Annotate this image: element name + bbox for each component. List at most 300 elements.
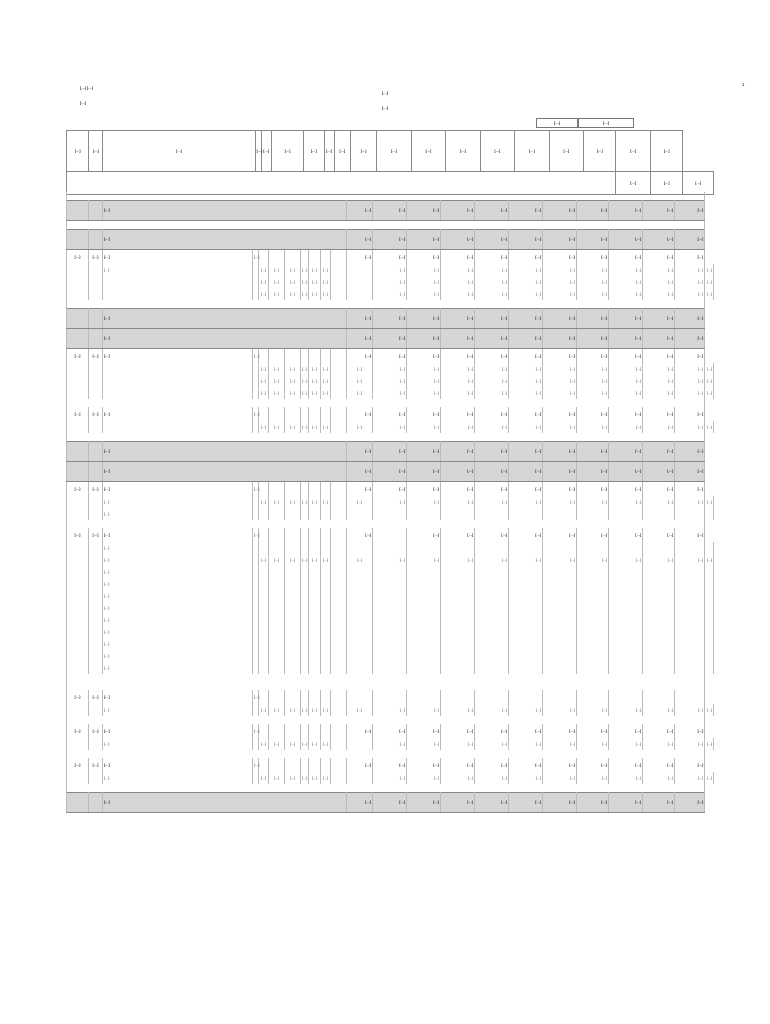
code-cell (285, 690, 301, 704)
total-row (67, 309, 714, 329)
code-cell (321, 650, 331, 662)
amount-cell: […] (643, 482, 675, 497)
code-cell: […] (269, 288, 285, 300)
code-cell (331, 288, 347, 300)
amount-cell: […] (475, 738, 509, 750)
amount-cell (705, 614, 714, 626)
amount-cell: […] (609, 758, 643, 772)
amount-cell: […] (543, 496, 577, 508)
detail-row (67, 662, 714, 674)
amount-cell: […] (373, 758, 407, 772)
amount-cell: […] (577, 363, 609, 375)
amount-cell: […] (609, 793, 643, 813)
code-cell: […] (301, 363, 309, 375)
column-header: […] (67, 131, 89, 172)
amount-cell: […] (675, 329, 705, 349)
detail-row (67, 650, 714, 662)
code-cell: […] (301, 704, 309, 716)
code-cell (331, 590, 347, 602)
amount-cell: […] (509, 738, 543, 750)
code-cell (259, 590, 269, 602)
amount-cell: […] (675, 772, 705, 784)
amount-cell: […] (347, 349, 373, 364)
code-cell: […] (321, 276, 331, 288)
code-cell: […] (321, 288, 331, 300)
amount-cell (543, 602, 577, 614)
header-center-line: […] (382, 91, 388, 95)
amount-cell: […] (643, 772, 675, 784)
func-cell (89, 309, 103, 329)
ptres-cell (67, 614, 89, 626)
code-cell (321, 758, 331, 772)
amount-cell: […] (373, 421, 407, 433)
spacer-row (67, 520, 714, 528)
amount-cell (509, 542, 543, 554)
amount-cell: […] (675, 793, 705, 813)
ptres-cell (67, 201, 89, 221)
code-cell (285, 578, 301, 590)
amount-cell (475, 578, 509, 590)
amount-cell: […] (373, 375, 407, 387)
ptres-cell (67, 793, 89, 813)
amount-cell (577, 578, 609, 590)
code-cell: […] (301, 421, 309, 433)
amount-cell (407, 566, 441, 578)
code-cell (285, 758, 301, 772)
code-cell (331, 264, 347, 276)
amount-cell (675, 690, 705, 704)
code-cell (331, 650, 347, 662)
amount-cell: […] (643, 554, 675, 566)
amount-cell: […] (643, 704, 675, 716)
amount-cell (475, 508, 509, 520)
amount-cell (347, 690, 373, 704)
amount-cell: […] (475, 264, 509, 276)
amount-cell: […] (643, 793, 675, 813)
amount-cell (543, 590, 577, 602)
esf-code: […] (253, 528, 259, 542)
amount-cell (373, 542, 407, 554)
amount-cell: […] (675, 496, 705, 508)
amount-cell: […] (643, 329, 675, 349)
ptres-cell (67, 421, 89, 433)
spacer-cell (67, 300, 705, 309)
amount-cell: […] (705, 496, 714, 508)
amount-cell (705, 508, 714, 520)
amount-cell: […] (441, 442, 475, 462)
code-cell (309, 407, 321, 421)
amount-cell: […] (609, 201, 643, 221)
amount-cell: […] (643, 375, 675, 387)
amount-cell: […] (373, 772, 407, 784)
amount-cell: […] (509, 772, 543, 784)
code-cell (269, 638, 285, 650)
code-cell: […] (259, 496, 269, 508)
code-cell: […] (259, 264, 269, 276)
amount-cell (373, 590, 407, 602)
amount-cell: […] (373, 482, 407, 497)
amount-cell: […] (609, 482, 643, 497)
code-cell: […] (301, 264, 309, 276)
item-description: […] (103, 542, 253, 554)
amount-cell: […] (543, 201, 577, 221)
amount-cell (675, 508, 705, 520)
amount-cell (643, 590, 675, 602)
code-cell (309, 650, 321, 662)
code-cell (259, 542, 269, 554)
amount-cell (441, 650, 475, 662)
amount-cell (643, 638, 675, 650)
column-header: […] (515, 131, 549, 172)
amount-cell: […] (407, 554, 441, 566)
amount-cell: […] (441, 288, 475, 300)
code-cell: […] (309, 496, 321, 508)
code-cell (301, 662, 309, 674)
amount-cell (705, 662, 714, 674)
amount-cell: […] (373, 724, 407, 738)
code-cell (301, 528, 309, 542)
amount-cell: […] (509, 793, 543, 813)
code-cell: […] (301, 276, 309, 288)
amount-cell: […] (407, 407, 441, 421)
amount-cell: […] (643, 407, 675, 421)
amount-cell: […] (373, 462, 407, 482)
spacer-cell (67, 784, 705, 793)
code-cell (269, 542, 285, 554)
program-description: […] (103, 758, 253, 772)
amount-cell: […] (475, 554, 509, 566)
code-cell (331, 387, 347, 399)
amount-cell: […] (347, 407, 373, 421)
amount-cell: […] (407, 421, 441, 433)
detail-row (67, 288, 714, 300)
code-cell: […] (309, 704, 321, 716)
amount-cell: […] (441, 276, 475, 288)
code-cell (347, 276, 373, 288)
amount-cell: […] (509, 554, 543, 566)
amount-cell (509, 638, 543, 650)
code-cell: […] (321, 421, 331, 433)
amount-cell: […] (373, 387, 407, 399)
amount-cell: […] (577, 482, 609, 497)
amount-cell (407, 614, 441, 626)
code-cell: […] (285, 375, 301, 387)
detail-row (67, 590, 714, 602)
amount-cell (643, 626, 675, 638)
func-cell (89, 542, 103, 554)
func-code: […] (89, 250, 103, 265)
total-row (67, 201, 714, 221)
total-row (67, 442, 714, 462)
amount-cell (675, 638, 705, 650)
amount-cell (475, 614, 509, 626)
amount-cell: […] (347, 230, 373, 250)
item-description: […] (103, 602, 253, 614)
code-cell: […] (285, 276, 301, 288)
code-cell: […] (347, 387, 373, 399)
code-cell: […] (285, 772, 301, 784)
amount-cell: […] (347, 724, 373, 738)
code-cell: […] (309, 738, 321, 750)
code-cell (301, 482, 309, 497)
code-cell (285, 542, 301, 554)
code-cell (259, 662, 269, 674)
amount-cell: […] (577, 793, 609, 813)
ptres-cell (67, 738, 89, 750)
amount-cell (705, 542, 714, 554)
amount-cell: […] (675, 230, 705, 250)
code-cell (331, 554, 347, 566)
code-cell (347, 508, 373, 520)
amount-cell: […] (543, 407, 577, 421)
amount-cell (675, 578, 705, 590)
ptres-cell (67, 772, 89, 784)
report-header-left (80, 76, 93, 111)
code-cell (321, 638, 331, 650)
func-cell (89, 363, 103, 375)
amount-cell: […] (675, 349, 705, 364)
amount-cell: […] (441, 363, 475, 375)
amount-cell (509, 626, 543, 638)
ptres-code: […] (67, 349, 89, 364)
amount-cell: […] (407, 387, 441, 399)
func-cell (89, 387, 103, 399)
code-cell: […] (347, 375, 373, 387)
code-cell (321, 482, 331, 497)
amount-cell: […] (543, 288, 577, 300)
amount-cell (609, 590, 643, 602)
program-description: […] (103, 482, 253, 497)
code-cell (301, 724, 309, 738)
amount-cell: […] (643, 724, 675, 738)
page-number: 1 (742, 82, 745, 87)
amount-cell: […] (609, 528, 643, 542)
code-cell (331, 704, 347, 716)
code-cell: […] (269, 363, 285, 375)
func-code: […] (89, 349, 103, 364)
amount-cell: […] (675, 442, 705, 462)
amount-cell: […] (347, 793, 373, 813)
amount-cell: […] (407, 329, 441, 349)
amount-cell (705, 638, 714, 650)
amount-cell: […] (475, 349, 509, 364)
amount-cell: […] (675, 482, 705, 497)
func-cell (89, 704, 103, 716)
column-header: […] (304, 131, 324, 172)
code-cell (347, 662, 373, 674)
amount-cell: […] (441, 309, 475, 329)
code-cell (331, 421, 347, 433)
amount-cell (407, 542, 441, 554)
amount-cell: […] (475, 496, 509, 508)
code-cell: […] (259, 738, 269, 750)
ptres-cell (67, 566, 89, 578)
spacer-row (67, 716, 714, 724)
subheader-date: […] (683, 172, 714, 195)
amount-cell: […] (441, 230, 475, 250)
code-cell (259, 650, 269, 662)
column-header: […] (650, 131, 682, 172)
amount-cell (577, 542, 609, 554)
amount-cell: […] (577, 276, 609, 288)
amount-cell: […] (373, 793, 407, 813)
code-cell (321, 250, 331, 265)
amount-cell: […] (407, 772, 441, 784)
amount-cell: […] (609, 407, 643, 421)
amount-cell (577, 590, 609, 602)
amount-cell: […] (407, 375, 441, 387)
amount-cell (509, 602, 543, 614)
code-cell (331, 578, 347, 590)
amount-cell: […] (347, 758, 373, 772)
amount-cell: […] (609, 349, 643, 364)
code-cell: […] (259, 288, 269, 300)
func-code: […] (89, 724, 103, 738)
amount-cell (643, 602, 675, 614)
func-code: […] (89, 407, 103, 421)
amount-cell: […] (577, 250, 609, 265)
func-cell (89, 793, 103, 813)
amount-cell: […] (475, 250, 509, 265)
amount-cell: […] (609, 496, 643, 508)
amount-cell: […] (407, 758, 441, 772)
func-cell (89, 462, 103, 482)
amount-cell: […] (643, 387, 675, 399)
amount-cell: […] (347, 201, 373, 221)
amount-cell (509, 662, 543, 674)
code-cell (285, 528, 301, 542)
amount-cell: […] (475, 462, 509, 482)
amount-cell: […] (441, 387, 475, 399)
code-cell: […] (309, 421, 321, 433)
amount-cell: […] (373, 288, 407, 300)
amount-cell: […] (441, 496, 475, 508)
code-cell (301, 250, 309, 265)
code-cell: […] (309, 288, 321, 300)
func-cell (89, 329, 103, 349)
amount-cell: […] (441, 738, 475, 750)
amount-cell: […] (509, 496, 543, 508)
ptres-cell (67, 462, 89, 482)
amount-cell: […] (609, 554, 643, 566)
detail-row (67, 363, 714, 375)
amount-cell (675, 650, 705, 662)
amount-cell: […] (509, 375, 543, 387)
amount-cell: […] (407, 704, 441, 716)
amount-cell: […] (577, 375, 609, 387)
code-cell (331, 528, 347, 542)
amount-cell (475, 650, 509, 662)
amount-cell: […] (705, 421, 714, 433)
amount-cell (441, 508, 475, 520)
spacer-cell (67, 221, 705, 230)
amount-cell: […] (609, 375, 643, 387)
column-header: […] (334, 131, 350, 172)
ptres-cell (67, 554, 89, 566)
code-cell (259, 758, 269, 772)
code-cell (331, 566, 347, 578)
amount-cell: […] (475, 482, 509, 497)
amount-cell: […] (543, 704, 577, 716)
ptres-cell (67, 508, 89, 520)
code-cell (321, 626, 331, 638)
amount-cell: […] (543, 758, 577, 772)
amount-cell: […] (609, 387, 643, 399)
func-cell (89, 566, 103, 578)
item-description: […] (103, 614, 253, 626)
amount-cell (475, 690, 509, 704)
ledger-table (66, 192, 714, 813)
code-cell (301, 407, 309, 421)
amount-cell (407, 662, 441, 674)
column-header-row (67, 131, 714, 172)
amount-cell: […] (675, 704, 705, 716)
amount-cell: […] (407, 528, 441, 542)
code-cell: […] (321, 554, 331, 566)
code-cell: […] (285, 496, 301, 508)
amount-cell: […] (543, 264, 577, 276)
amount-cell: […] (475, 758, 509, 772)
ptres-cell (67, 590, 89, 602)
spacer-row (67, 221, 714, 230)
code-cell (309, 508, 321, 520)
code-cell (269, 650, 285, 662)
spacer-row (67, 674, 714, 682)
func-cell (89, 442, 103, 462)
amount-cell: […] (509, 363, 543, 375)
code-cell (301, 758, 309, 772)
code-cell (331, 626, 347, 638)
amount-cell: […] (675, 309, 705, 329)
header-center-line: […] (382, 106, 388, 110)
amount-cell: […] (643, 250, 675, 265)
column-header: […] (89, 131, 103, 172)
amount-cell (373, 528, 407, 542)
amount-cell: […] (373, 704, 407, 716)
code-cell (285, 638, 301, 650)
detail-row (67, 421, 714, 433)
column-header: […] (377, 131, 411, 172)
code-cell: […] (347, 363, 373, 375)
amount-cell: […] (347, 528, 373, 542)
amount-cell: […] (441, 772, 475, 784)
code-cell: […] (285, 738, 301, 750)
amount-cell: […] (407, 230, 441, 250)
ptres-cell (67, 288, 89, 300)
code-cell (285, 566, 301, 578)
amount-cell: […] (543, 387, 577, 399)
func-cell (89, 772, 103, 784)
amount-cell (441, 662, 475, 674)
item-description: […] (103, 578, 253, 590)
amount-cell: […] (675, 201, 705, 221)
code-cell: […] (321, 772, 331, 784)
code-cell (309, 724, 321, 738)
code-cell (347, 638, 373, 650)
detail-row (67, 602, 714, 614)
amount-cell (609, 638, 643, 650)
code-cell (269, 626, 285, 638)
column-header: […] (255, 131, 261, 172)
subheader-date: […] (650, 172, 682, 195)
item-description (103, 288, 253, 300)
amount-cell (543, 566, 577, 578)
amount-cell (675, 662, 705, 674)
program-description: […] (103, 349, 253, 364)
code-cell (331, 482, 347, 497)
code-cell (301, 542, 309, 554)
code-cell: […] (301, 738, 309, 750)
